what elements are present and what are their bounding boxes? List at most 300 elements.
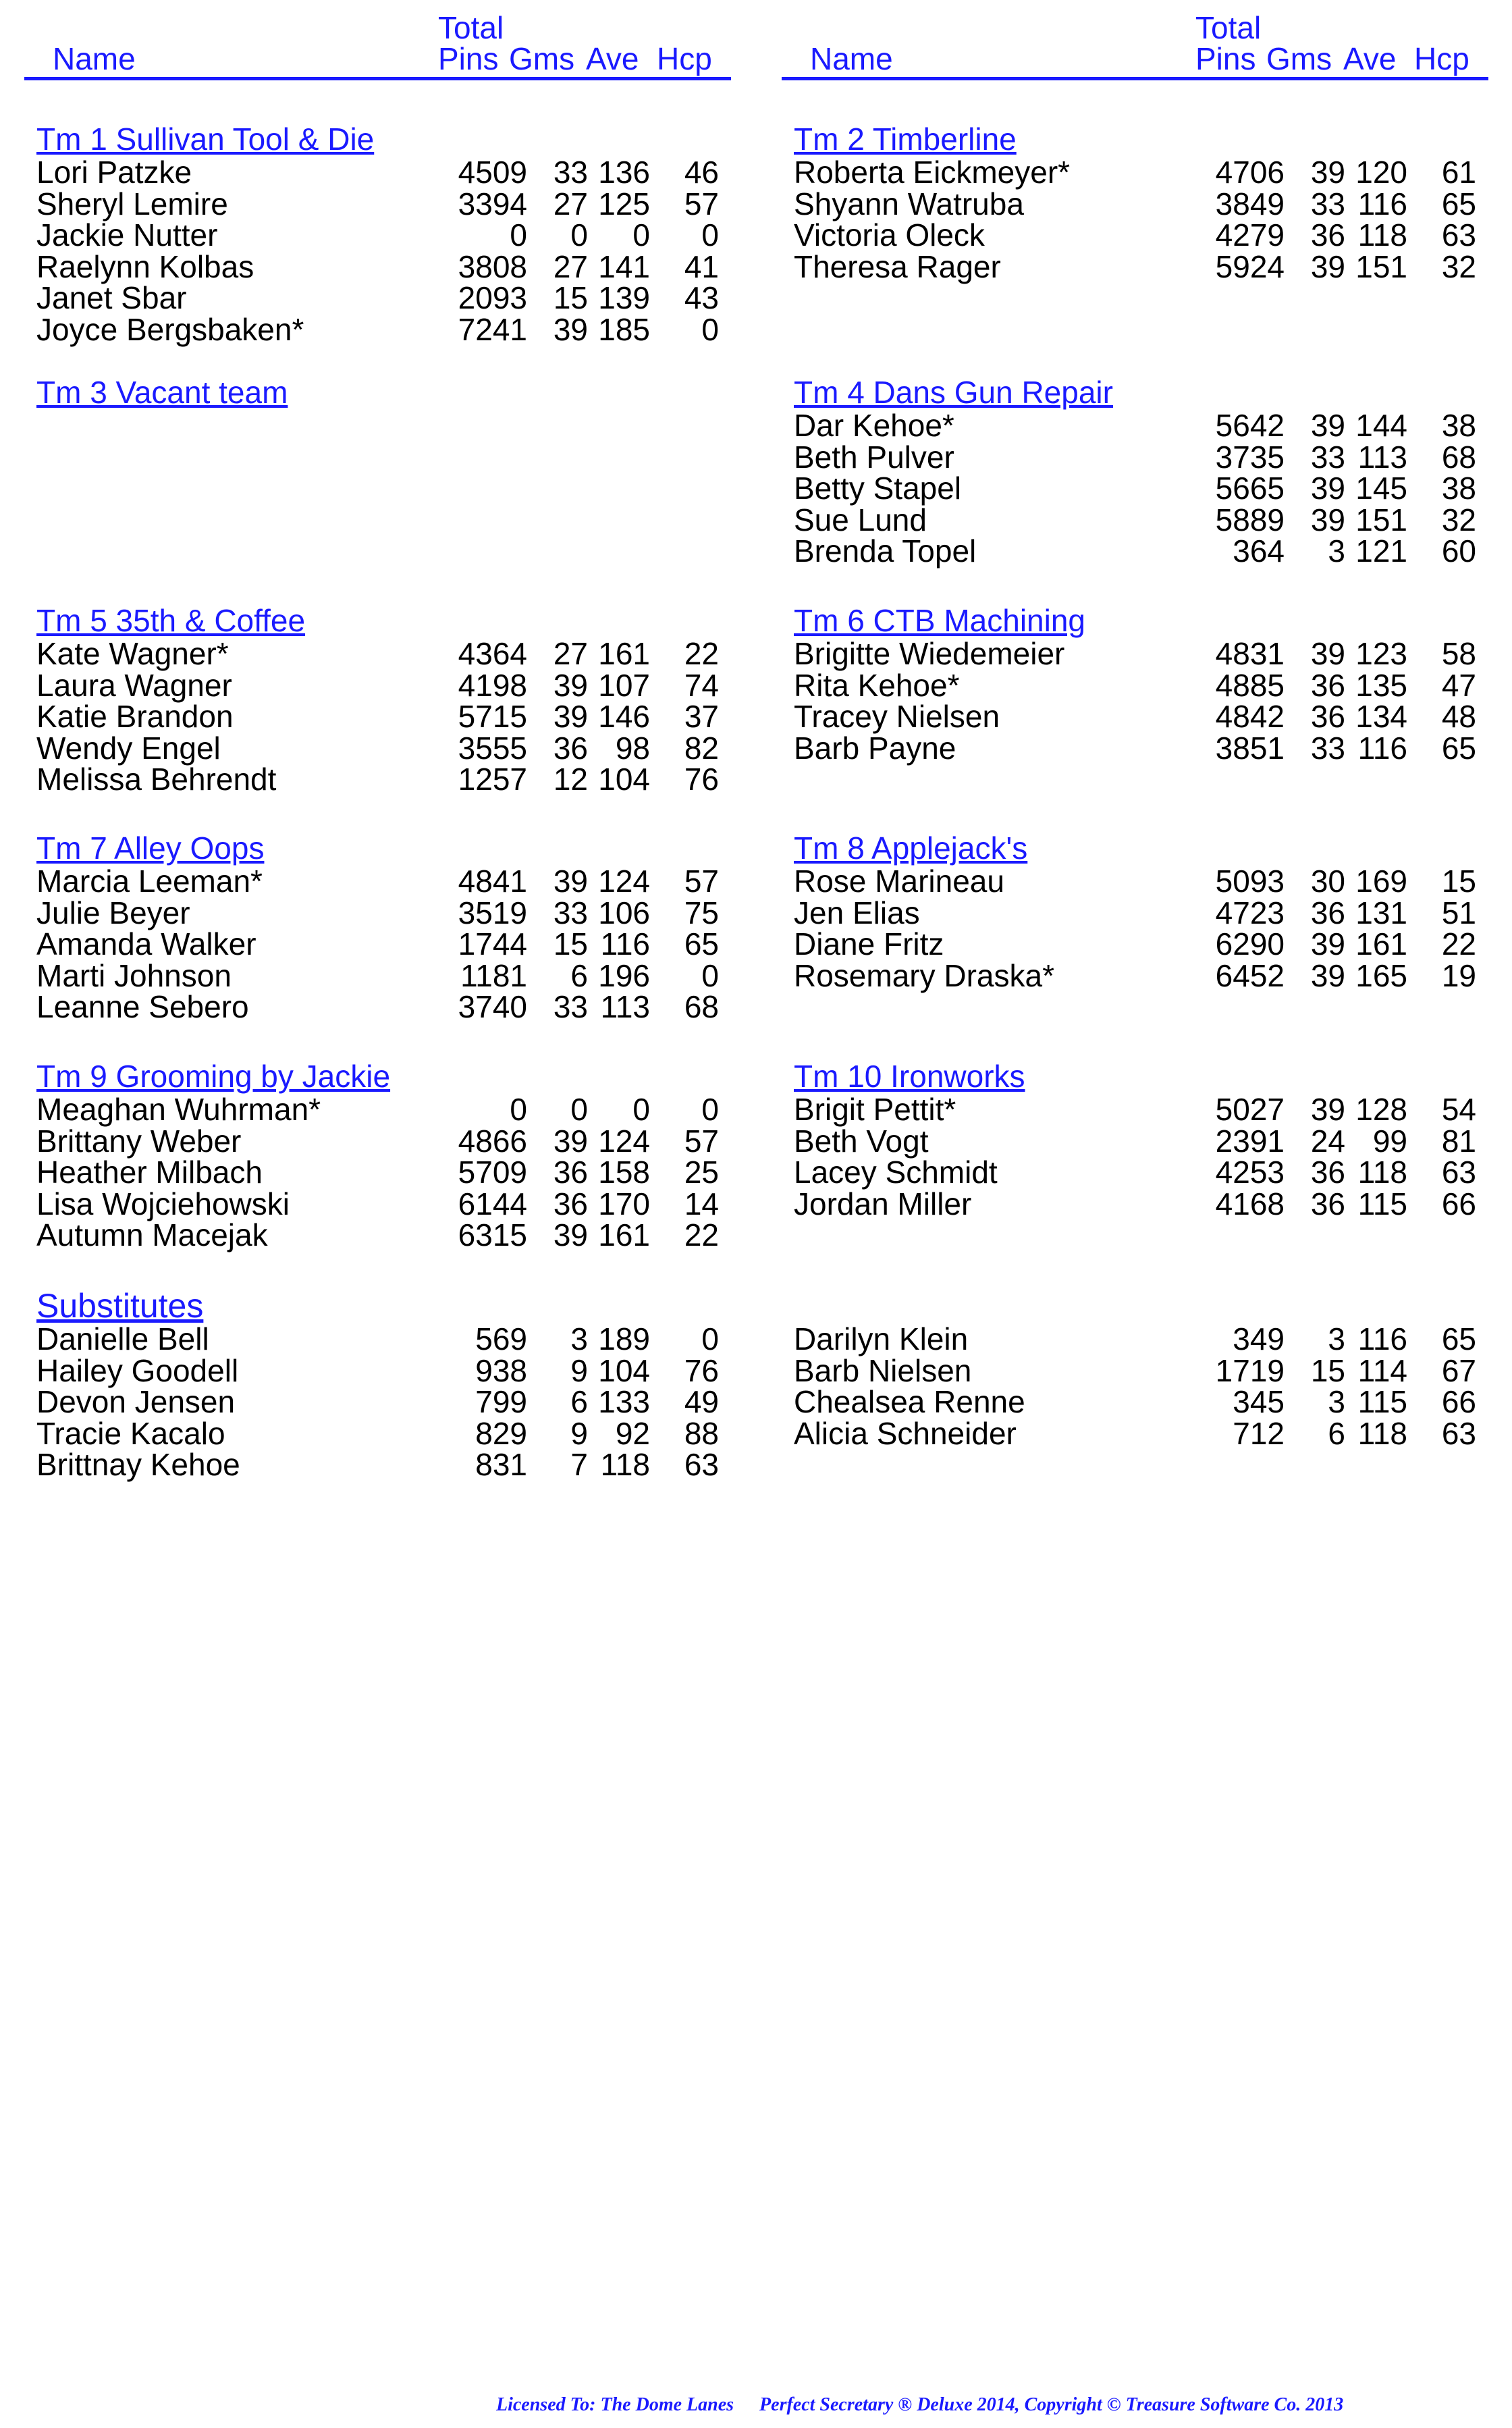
- team-title[interactable]: Tm 5 35th & Coffee: [36, 603, 306, 638]
- player-handicap: 22: [684, 636, 719, 671]
- player-average: 113: [600, 989, 650, 1024]
- player-row: [24, 764, 731, 795]
- player-name: Rita Kehoe*: [794, 667, 960, 703]
- player-pins: 1719: [1215, 1352, 1285, 1388]
- player-average: 185: [598, 311, 650, 347]
- player-name: Katie Brandon: [36, 699, 234, 734]
- player-pins: 2391: [1215, 1123, 1285, 1159]
- player-handicap: 25: [684, 1155, 719, 1190]
- player-average: 151: [1355, 502, 1407, 537]
- player-games: 39: [553, 864, 588, 899]
- player-pins: 938: [475, 1352, 527, 1388]
- player-name: Rosemary Draska*: [794, 957, 1054, 993]
- right-column: [782, 0, 1488, 1451]
- player-handicap: 63: [684, 1447, 719, 1482]
- player-games: 3: [570, 1321, 588, 1356]
- header-name: Name: [53, 41, 136, 76]
- player-handicap: 0: [701, 311, 719, 347]
- player-name: Lori Patzke: [36, 155, 192, 190]
- player-handicap: 65: [1441, 186, 1476, 221]
- player-name: Victoria Oleck: [794, 217, 985, 253]
- player-average: 170: [598, 1186, 650, 1221]
- player-row: [782, 701, 1488, 733]
- player-row: [24, 957, 731, 993]
- player-handicap: 0: [701, 1092, 719, 1127]
- player-name: Danielle Bell: [36, 1321, 209, 1356]
- player-name: Darilyn Klein: [794, 1321, 969, 1356]
- player-pins: 6452: [1215, 957, 1285, 993]
- player-name: Jen Elias: [794, 895, 920, 930]
- player-pins: 831: [475, 1447, 527, 1482]
- player-games: 39: [1310, 636, 1345, 671]
- player-average: 118: [1357, 217, 1407, 253]
- player-handicap: 38: [1441, 408, 1476, 443]
- header-pins: Pins: [438, 41, 499, 76]
- player-row: [24, 638, 731, 670]
- player-name: Kate Wagner*: [36, 636, 229, 671]
- player-handicap: 66: [1441, 1186, 1476, 1221]
- player-name: Barb Payne: [794, 730, 956, 766]
- player-games: 39: [553, 699, 588, 734]
- player-average: 136: [598, 155, 650, 190]
- player-average: 144: [1355, 408, 1407, 443]
- player-handicap: 60: [1441, 533, 1476, 569]
- player-pins: 3851: [1215, 730, 1285, 766]
- player-name: Dar Kehoe*: [794, 408, 954, 443]
- player-games: 36: [553, 1186, 588, 1221]
- player-row: [782, 897, 1488, 929]
- player-row: [782, 1415, 1488, 1451]
- team-title[interactable]: Tm 2 Timberline: [794, 122, 1017, 157]
- player-average: 106: [598, 895, 650, 930]
- player-rows: [782, 638, 1488, 764]
- player-row: [24, 1094, 731, 1126]
- player-row: [782, 157, 1488, 188]
- player-pins: 5709: [458, 1155, 527, 1190]
- player-row: [782, 638, 1488, 670]
- player-name: Brittnay Kehoe: [36, 1447, 240, 1482]
- player-average: 158: [598, 1155, 650, 1190]
- player-pins: 5093: [1215, 864, 1285, 899]
- player-games: 39: [1310, 155, 1345, 190]
- player-games: 3: [1328, 533, 1345, 569]
- player-handicap: 57: [684, 864, 719, 899]
- player-average: 116: [1357, 1321, 1407, 1356]
- player-games: 7: [570, 1447, 588, 1482]
- player-average: 124: [598, 1123, 650, 1159]
- player-row: [24, 730, 731, 766]
- player-handicap: 38: [1441, 471, 1476, 506]
- player-pins: 4198: [458, 667, 527, 703]
- player-rows: [24, 1323, 731, 1481]
- player-row: [782, 928, 1488, 960]
- player-name: Tracie Kacalo: [36, 1415, 225, 1451]
- player-name: Brigitte Wiedemeier: [794, 636, 1065, 671]
- player-name: Brittany Weber: [36, 1123, 242, 1159]
- player-pins: 3519: [458, 895, 527, 930]
- player-games: 39: [553, 1217, 588, 1252]
- player-row: [782, 188, 1488, 220]
- player-rows: [782, 410, 1488, 567]
- player-pins: 569: [475, 1321, 527, 1356]
- header-rule: [782, 77, 1488, 80]
- player-average: 116: [1357, 730, 1407, 766]
- player-handicap: 67: [1441, 1352, 1476, 1388]
- player-pins: 5027: [1215, 1092, 1285, 1127]
- player-pins: 5665: [1215, 471, 1285, 506]
- header-ave: Ave: [586, 41, 639, 76]
- player-pins: 2093: [458, 280, 527, 315]
- player-handicap: 14: [684, 1186, 719, 1221]
- player-handicap: 15: [1441, 864, 1476, 899]
- player-name: Roberta Eickmeyer*: [794, 155, 1071, 190]
- player-row: [24, 1449, 731, 1481]
- player-row: [24, 282, 731, 314]
- player-games: 39: [553, 311, 588, 347]
- player-row: [782, 410, 1488, 442]
- player-row: [782, 504, 1488, 536]
- player-name: Jackie Nutter: [36, 217, 218, 253]
- player-name: Rose Marineau: [794, 864, 1004, 899]
- player-pins: 1257: [458, 762, 527, 797]
- player-row: [24, 1352, 731, 1388]
- player-rows: [24, 866, 731, 1023]
- player-games: 39: [1310, 957, 1345, 993]
- player-games: 6: [570, 1384, 588, 1419]
- player-name: Melissa Behrendt: [36, 762, 277, 797]
- player-name: Beth Pulver: [794, 439, 954, 475]
- player-handicap: 48: [1441, 699, 1476, 734]
- player-pins: 4723: [1215, 895, 1285, 930]
- player-handicap: 63: [1441, 1415, 1476, 1451]
- player-rows: [782, 1094, 1488, 1219]
- player-average: 141: [598, 248, 650, 284]
- team-title[interactable]: Tm 7 Alley Oops: [36, 830, 265, 866]
- player-average: 114: [1357, 1352, 1407, 1388]
- player-pins: 4253: [1215, 1155, 1285, 1190]
- player-row: [782, 667, 1488, 703]
- player-pins: 3394: [458, 186, 527, 221]
- player-games: 27: [553, 636, 588, 671]
- player-name: Laura Wagner: [36, 667, 232, 703]
- player-games: 3: [1328, 1384, 1345, 1419]
- player-row: [782, 1094, 1488, 1126]
- player-handicap: 61: [1441, 155, 1476, 190]
- player-games: 0: [570, 217, 588, 253]
- player-average: 189: [598, 1321, 650, 1356]
- player-name: Lisa Wojciehowski: [36, 1186, 290, 1221]
- player-pins: 5642: [1215, 408, 1285, 443]
- player-pins: 6290: [1215, 926, 1285, 961]
- player-pins: 4842: [1215, 699, 1285, 734]
- player-handicap: 49: [684, 1384, 719, 1419]
- column-header: [24, 0, 731, 82]
- header-ave: Ave: [1343, 41, 1397, 76]
- player-games: 39: [1310, 471, 1345, 506]
- player-handicap: 22: [684, 1217, 719, 1252]
- header-gms: Gms: [1266, 41, 1332, 76]
- player-row: [782, 1188, 1488, 1220]
- player-name: Amanda Walker: [36, 926, 256, 961]
- player-games: 3: [1328, 1321, 1345, 1356]
- header-name: Name: [810, 41, 893, 76]
- player-row: [782, 957, 1488, 993]
- player-average: 135: [1355, 667, 1407, 703]
- header-rule: [24, 77, 731, 80]
- footer-product: Perfect Secretary ® Deluxe 2014, Copyright © Treasure Software Co. 2013: [759, 2394, 1344, 2415]
- player-handicap: 63: [1441, 1155, 1476, 1190]
- player-name: Chealsea Renne: [794, 1384, 1025, 1419]
- player-pins: 4509: [458, 155, 527, 190]
- player-games: 33: [553, 989, 588, 1024]
- player-average: 0: [632, 217, 650, 253]
- player-name: Raelynn Kolbas: [36, 248, 254, 284]
- player-handicap: 0: [701, 1321, 719, 1356]
- team-title[interactable]: Tm 3 Vacant team: [36, 375, 288, 410]
- player-handicap: 81: [1441, 1123, 1476, 1159]
- player-handicap: 88: [684, 1415, 719, 1451]
- player-games: 36: [1310, 895, 1345, 930]
- player-average: 128: [1355, 1092, 1407, 1127]
- player-pins: 4168: [1215, 1186, 1285, 1221]
- player-pins: 1181: [460, 957, 527, 993]
- player-average: 92: [615, 1415, 650, 1451]
- player-average: 161: [598, 636, 650, 671]
- player-row: [24, 188, 731, 220]
- player-row: [24, 897, 731, 929]
- player-row: [24, 928, 731, 960]
- player-row: [24, 1188, 731, 1220]
- player-handicap: 37: [684, 699, 719, 734]
- player-row: [782, 439, 1488, 475]
- player-games: 12: [553, 762, 588, 797]
- player-games: 27: [553, 248, 588, 284]
- player-handicap: 51: [1441, 895, 1476, 930]
- player-row: [782, 219, 1488, 251]
- player-pins: 345: [1233, 1384, 1285, 1419]
- player-handicap: 32: [1441, 502, 1476, 537]
- player-average: 98: [615, 730, 650, 766]
- player-name: Barb Nielsen: [794, 1352, 972, 1388]
- player-rows: [782, 866, 1488, 991]
- player-row: [24, 991, 731, 1023]
- player-row: [782, 473, 1488, 504]
- header-pins: Pins: [1195, 41, 1256, 76]
- player-row: [24, 1415, 731, 1451]
- player-average: 165: [1355, 957, 1407, 993]
- player-row: [782, 1323, 1488, 1355]
- player-games: 15: [553, 280, 588, 315]
- player-name: Lacey Schmidt: [794, 1155, 998, 1190]
- player-handicap: 0: [701, 217, 719, 253]
- player-handicap: 63: [1441, 217, 1476, 253]
- player-average: 124: [598, 864, 650, 899]
- player-games: 39: [1310, 502, 1345, 537]
- player-pins: 829: [475, 1415, 527, 1451]
- player-row: [24, 701, 731, 733]
- player-pins: 4279: [1215, 217, 1285, 253]
- player-name: Julie Beyer: [36, 895, 190, 930]
- player-pins: 0: [510, 1092, 527, 1127]
- player-name: Brenda Topel: [794, 533, 977, 569]
- player-games: 9: [570, 1415, 588, 1451]
- player-average: 131: [1355, 895, 1407, 930]
- player-handicap: 75: [684, 895, 719, 930]
- player-average: 151: [1355, 248, 1407, 284]
- player-row: [782, 1386, 1488, 1418]
- player-handicap: 19: [1441, 957, 1476, 993]
- player-pins: 0: [510, 217, 527, 253]
- player-name: Marcia Leeman*: [36, 864, 263, 899]
- player-handicap: 57: [684, 186, 719, 221]
- player-pins: 4364: [458, 636, 527, 671]
- player-games: 36: [1310, 1186, 1345, 1221]
- team-title[interactable]: Tm 9 Grooming by Jackie: [36, 1059, 391, 1094]
- player-name: Betty Stapel: [794, 471, 962, 506]
- player-handicap: 65: [684, 926, 719, 961]
- player-name: Sue Lund: [794, 502, 927, 537]
- player-handicap: 74: [684, 667, 719, 703]
- player-average: 116: [600, 926, 650, 961]
- team-title[interactable]: Tm 6 CTB Machining: [794, 603, 1086, 638]
- header-total: Total: [1195, 10, 1262, 45]
- player-pins: 5889: [1215, 502, 1285, 537]
- player-row: [782, 1352, 1488, 1388]
- player-rows: [24, 638, 731, 795]
- player-pins: 3740: [458, 989, 527, 1024]
- player-handicap: 32: [1441, 248, 1476, 284]
- team-title[interactable]: Tm 8 Applejack's: [794, 830, 1028, 866]
- header-hcp: Hcp: [657, 41, 712, 76]
- player-name: Theresa Rager: [794, 248, 1001, 284]
- player-rows: [24, 157, 731, 345]
- player-handicap: 76: [684, 762, 719, 797]
- player-handicap: 46: [684, 155, 719, 190]
- player-games: 6: [1328, 1415, 1345, 1451]
- player-handicap: 22: [1441, 926, 1476, 961]
- player-rows: [24, 1094, 731, 1251]
- player-pins: 4841: [458, 864, 527, 899]
- player-name: Marti Johnson: [36, 957, 232, 993]
- team-title[interactable]: Tm 10 Ironworks: [794, 1059, 1025, 1094]
- player-average: 104: [598, 1352, 650, 1388]
- player-games: 39: [553, 667, 588, 703]
- player-pins: 712: [1233, 1415, 1285, 1451]
- player-name: Shyann Watruba: [794, 186, 1024, 221]
- player-row: [24, 311, 731, 347]
- player-handicap: 76: [684, 1352, 719, 1388]
- player-row: [24, 1219, 731, 1251]
- player-handicap: 65: [1441, 730, 1476, 766]
- player-pins: 7241: [458, 311, 527, 347]
- player-pins: 3735: [1215, 439, 1285, 475]
- player-rows: [782, 157, 1488, 282]
- player-average: 125: [598, 186, 650, 221]
- header-gms: Gms: [509, 41, 575, 76]
- player-handicap: 43: [684, 280, 719, 315]
- player-games: 36: [553, 730, 588, 766]
- player-name: Heather Milbach: [36, 1155, 263, 1190]
- player-games: 0: [570, 1092, 588, 1127]
- player-pins: 4706: [1215, 155, 1285, 190]
- player-average: 169: [1355, 864, 1407, 899]
- player-name: Meaghan Wuhrman*: [36, 1092, 321, 1127]
- player-games: 36: [1310, 217, 1345, 253]
- player-name: Hailey Goodell: [36, 1352, 239, 1388]
- player-average: 116: [1357, 186, 1407, 221]
- player-row: [24, 1323, 731, 1355]
- player-row: [782, 248, 1488, 284]
- player-average: 161: [1355, 926, 1407, 961]
- player-average: 104: [598, 762, 650, 797]
- player-name: Alicia Schneider: [794, 1415, 1017, 1451]
- player-average: 161: [598, 1217, 650, 1252]
- player-average: 115: [1357, 1384, 1407, 1419]
- player-games: 24: [1310, 1123, 1345, 1159]
- player-handicap: 0: [701, 957, 719, 993]
- player-row: [24, 866, 731, 897]
- player-name: Leanne Sebero: [36, 989, 249, 1024]
- player-average: 113: [1357, 439, 1407, 475]
- player-games: 9: [570, 1352, 588, 1388]
- player-name: Brigit Pettit*: [794, 1092, 956, 1127]
- player-row: [782, 1157, 1488, 1188]
- player-handicap: 57: [684, 1123, 719, 1159]
- player-name: Tracey Nielsen: [794, 699, 1000, 734]
- player-games: 39: [1310, 248, 1345, 284]
- team-title[interactable]: Tm 4 Dans Gun Repair: [794, 375, 1113, 410]
- player-name: Wendy Engel: [36, 730, 221, 766]
- team-title[interactable]: Tm 1 Sullivan Tool & Die: [36, 122, 375, 157]
- player-games: 36: [553, 1155, 588, 1190]
- player-name: Devon Jensen: [36, 1384, 236, 1419]
- player-handicap: 58: [1441, 636, 1476, 671]
- player-games: 33: [1310, 186, 1345, 221]
- player-row: [24, 157, 731, 188]
- player-pins: 5924: [1215, 248, 1285, 284]
- player-games: 39: [1310, 408, 1345, 443]
- player-handicap: 82: [684, 730, 719, 766]
- player-handicap: 68: [1441, 439, 1476, 475]
- player-row: [782, 866, 1488, 897]
- player-pins: 349: [1233, 1321, 1285, 1356]
- player-games: 27: [553, 186, 588, 221]
- player-games: 30: [1310, 864, 1345, 899]
- player-pins: 4866: [458, 1123, 527, 1159]
- player-name: Jordan Miller: [794, 1186, 972, 1221]
- player-average: 196: [598, 957, 650, 993]
- player-handicap: 65: [1441, 1321, 1476, 1356]
- player-name: Sheryl Lemire: [36, 186, 228, 221]
- player-average: 115: [1357, 1186, 1407, 1221]
- player-handicap: 54: [1441, 1092, 1476, 1127]
- player-average: 99: [1372, 1123, 1407, 1159]
- team-title[interactable]: Substitutes: [36, 1287, 204, 1325]
- player-games: 6: [570, 957, 588, 993]
- player-pins: 4885: [1215, 667, 1285, 703]
- player-pins: 6315: [458, 1217, 527, 1252]
- player-name: Janet Sbar: [36, 280, 187, 315]
- player-pins: 4831: [1215, 636, 1285, 671]
- player-games: 33: [1310, 730, 1345, 766]
- player-row: [24, 248, 731, 284]
- player-handicap: 68: [684, 989, 719, 1024]
- player-average: 121: [1355, 533, 1407, 569]
- player-row: [782, 730, 1488, 766]
- player-row: [24, 1123, 731, 1159]
- player-row: [24, 219, 731, 251]
- player-average: 107: [598, 667, 650, 703]
